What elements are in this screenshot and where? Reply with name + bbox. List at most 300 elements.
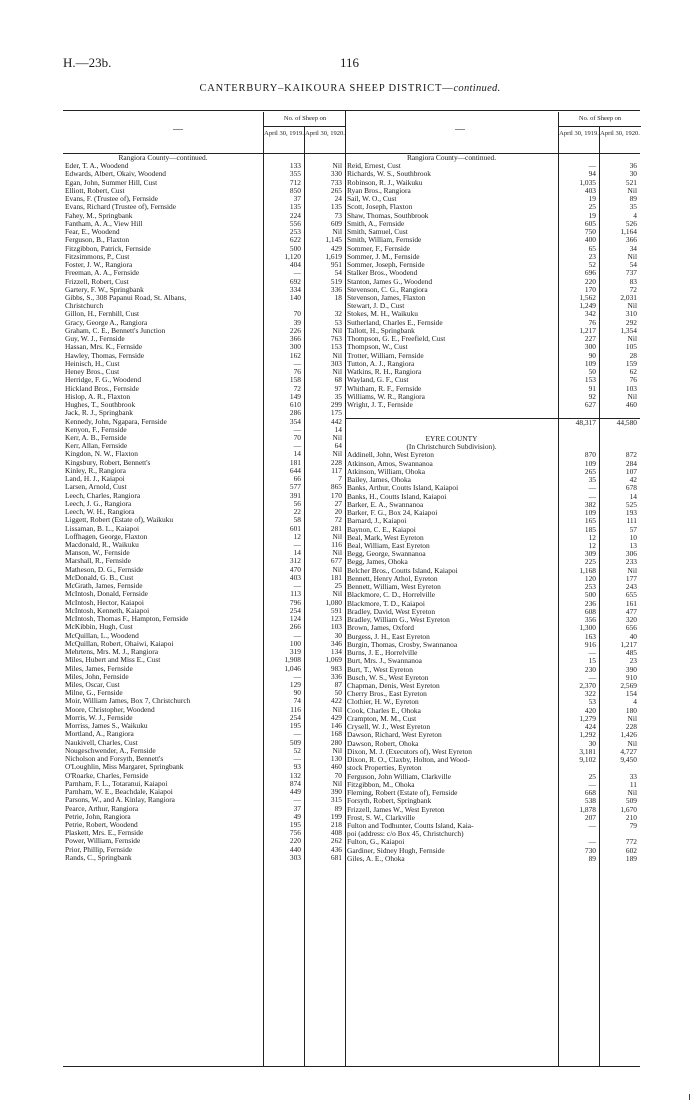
owner-name: Kinley, R., Rangiora [65,466,126,475]
sheep-1920-value: 2,569 [620,681,637,690]
sheep-1920-value: 233 [625,557,637,567]
owner-name: Brown, James, Oxford [347,624,414,633]
sheep-1919-value: — [293,441,301,451]
sheep-1919-value: 140 [289,292,301,302]
sheep-1920-value: 733 [330,177,342,187]
table-row [63,689,345,697]
sheep-1919-value: 226 [289,325,301,335]
owner-name: Smith, Samuel, Cust [347,228,408,237]
table-row [63,450,345,458]
owner-name: Parnham, F. L., Totaranui, Kaiapoi [65,779,168,788]
owner-name: Barker, F. G., Box 24, Kaiapoi [347,509,438,518]
sheep-1920-value: 72 [629,284,637,294]
owner-name: Land, H. J., Kaiapoi [65,475,125,484]
owner-name: Foster, J. W., Rangiora [65,261,133,270]
table-row [63,574,345,582]
sheep-1920-value: 681 [330,852,342,862]
sheep-1919-value: 286 [289,408,301,418]
sheep-1920-value: 7 [338,474,342,484]
owner-name: Ferguson, John William, Clarkville [347,772,451,781]
owner-name: Pearce, Arthur, Rangiora [65,804,139,813]
sheep-1920-value: 306 [625,549,637,559]
sheep-1919-value: 1,120 [284,251,301,261]
table-row [63,813,345,821]
owner-name: Addinell, John, West Eyreton [347,451,434,460]
sheep-1919-value: 153 [584,375,596,385]
owner-name: Nougeschwender, A., Fernside [65,746,156,755]
owner-name: Moore, Christopher, Woodend [65,705,155,714]
sheep-1919-value: 149 [289,391,301,401]
sheep-1920-value: 14 [629,491,637,501]
owner-name: stock Properties, Eyreton [347,764,422,773]
sheep-1920-value: 910 [625,672,637,682]
sheep-1919-value: 170 [584,284,596,294]
table-row [63,483,345,491]
sheep-1920-value: 1,670 [620,804,637,814]
sheep-1919-value: — [293,671,301,681]
owner-name: Atkinson, William, Ohoka [347,467,425,476]
right-rows [345,154,640,863]
sheep-1919-value: 449 [289,787,301,797]
owner-name: Dawson, Richard, West Eyreton [347,731,442,740]
sheep-1919-value: 1,035 [579,177,596,187]
year-1919-header: April 30, 1919. [263,127,304,153]
sheep-1919-value: 74 [293,696,301,706]
owner-name: Mehrtens, Mrs. M. J., Rangiora [65,648,158,657]
table-row [63,269,345,277]
sheep-1919-value: 356 [584,615,596,625]
owner-name: McIntosh, Hector, Kaiapoi [65,598,144,607]
owner-name: Macdonald, R., Waikuku [65,541,139,550]
sheep-1919-value: 1,249 [579,301,596,311]
sheep-1919-value: 9,102 [579,755,596,765]
owner-name: Stewart, J. D., Cust [347,302,405,311]
section-heading [63,154,345,162]
table-row [63,426,345,434]
owner-name: O'Roarke, Charles, Fernside [65,771,149,780]
sheep-1920-value: 460 [330,762,342,772]
sheep-1920-value: 57 [629,524,637,534]
sheep-1919-value: 253 [584,582,596,592]
owner-name: Cook, Charles E., Ohoka [347,706,421,715]
owner-name: Bennett, Henry Athol, Eyreton [347,574,438,583]
left-table [63,110,346,1067]
sheep-1920-value: 87 [334,680,342,689]
sheep-1919-value: 120 [584,573,596,583]
sheep-1920-value: 130 [330,754,342,764]
sheep-1920-value: 281 [330,523,342,533]
sheep-1919-value: 225 [584,557,596,567]
owner-name: Begg, George, Swannanoa [347,550,426,559]
owner-name: Leech, J. G., Rangiora [65,499,132,508]
owner-name: Power, William, Fernside [65,837,141,846]
table-row [63,212,345,220]
owner-name: Scott, Joseph, Flaxton [347,203,413,212]
sheep-1920-value: 390 [330,787,342,797]
owner-name: McQuillan, Robert, Ohaiwi, Kaiapoi [65,639,174,648]
table-row [63,203,345,211]
sheep-1920-value: 1,217 [620,639,637,649]
owner-name: Giles, A. E., Ohoka [347,854,405,863]
sheep-1920-value: 177 [625,573,637,583]
table-row [63,640,345,648]
table-row [63,566,345,574]
owner-name: Clothier, H. W., Eyreton [347,698,419,707]
sheep-1920-value: 509 [625,796,637,806]
sheep-1919-value: 14 [293,449,301,459]
owner-name: Jack, R. J., Springbank [65,409,133,418]
sheep-1919-value: — [293,424,301,434]
table-row [63,632,345,640]
sheep-1920-value: 117 [331,465,342,475]
sheep-1920-value: 4,727 [620,746,637,756]
table-row [63,788,345,796]
sheep-1920-value: 35 [629,202,637,212]
sheep-1920-value: 609 [330,218,342,228]
sheep-1920-value: 1,069 [325,655,342,665]
section-title: EYRE COUNTY [425,434,478,443]
sheep-1920-value: 170 [330,490,342,500]
sheep-1920-value: 1,354 [620,325,637,335]
owner-name: Ryan Bros., Rangiora [347,186,411,195]
owner-name: Crampton, M. M., Cust [347,714,417,723]
owner-name: Fahey, M., Springbank [65,211,133,220]
table-row [63,179,345,187]
sheep-1919-value: 610 [289,400,301,410]
owner-name: Miles, Oscar, Cust [65,681,120,689]
sheep-1919-value: 404 [289,260,301,270]
owner-name: Baynon, C. E., Kaiapoi [347,525,416,534]
sheep-1920-value: 68 [334,375,342,385]
owner-name: Gardiner, Sidney Hugh, Fernside [347,846,445,855]
sheep-1920-value: 366 [625,235,637,245]
sheep-1920-value: 1,164 [620,227,637,237]
sheep-1920-value: 27 [334,498,342,508]
sheep-1919-value: 109 [584,358,596,368]
right-table [345,110,640,1067]
sheep-1920-value: Nil [332,564,342,574]
owner-name: Kingsbury, Robert, Bennett's [65,458,151,467]
table-row [63,739,345,747]
table-row [63,623,345,631]
sheep-1920-value: Nil [332,227,342,237]
owner-name: Burgess, J. H., East Eyreton [347,632,430,641]
table-row [63,236,345,244]
owner-name: Williams, W. R., Rangiora [347,392,425,401]
sheep-1919-value: — [588,161,596,171]
title-main: CANTERBURY–KAIKOURA SHEEP DISTRICT— [199,83,454,94]
table-row [63,360,345,368]
sheep-1919-value: 124 [289,614,301,624]
sheep-1920-value: 25 [334,581,342,591]
owner-name: Naukivell, Charles, Cust [65,738,138,747]
sheep-1920-value: 243 [625,582,637,592]
sheep-1919-value: 500 [289,243,301,253]
table-row [63,549,345,557]
sheep-1920-value: 280 [330,737,342,747]
table-row [63,697,345,705]
sheep-1920-value: 346 [330,638,342,648]
sheep-1920-value: 602 [625,845,637,855]
sheep-1919-value: 163 [584,631,596,641]
sheep-1920-value: Nil [332,432,342,442]
sheep-1920-value: Nil [332,745,342,755]
left-table-header [63,111,345,154]
owner-name: Fitzgibbon, Patrick, Fernside [65,244,151,253]
sheep-1920-value: 1,145 [325,235,342,245]
owner-name: Thompson, G. E., Freefield, Cust [347,335,446,344]
sheep-1919-value: 355 [289,169,301,179]
sheep-1919-value: 1,878 [579,804,596,814]
sheep-1919-value: 3,181 [579,746,596,756]
sheep-1919-value: 19 [588,194,596,204]
owner-name: Bailey, James, Ohoka [347,476,411,485]
owner-name: Frost, S. W., Clarkville [347,813,415,822]
sheep-1920-value: 737 [625,268,637,278]
owner-name: Loffhagen, George, Flaxton [65,532,148,541]
owner-name: Gillon, H., Fernhill, Cust [65,310,140,319]
owner-name: Forsyth, Robert, Springbank [347,797,432,806]
sheep-1920-value: 105 [625,342,637,352]
table-row [63,261,345,269]
sheep-1919-value: 76 [293,367,301,377]
sheep-1920-value: 262 [330,836,342,846]
sheep-1920-value: Nil [627,788,637,798]
sheep-1919-value: 56 [293,498,301,508]
sheep-1919-value: 354 [289,416,301,426]
sheep-1920-value: 76 [629,375,637,385]
sheep-1919-value: — [293,729,301,739]
sheep-1919-value: 181 [289,457,301,467]
owner-name: Hawley, Thomas, Fernside [65,351,145,360]
table-row [63,821,345,829]
section-title: Rangiora County—continued. [406,154,497,162]
sheep-1919-value: 692 [289,276,301,286]
owner-name: Burns, J. E., Horrelville [347,649,418,658]
sheep-1920-value: Nil [627,738,637,748]
sheep-1919-value: 12 [588,532,596,542]
sheep-1920-value: 591 [330,605,342,615]
sheep-1919-value: 230 [584,664,596,674]
sheep-1919-value: 39 [293,317,301,327]
sheep-1919-value: 2,370 [579,681,596,690]
table-row [63,607,345,615]
sheep-1919-value: 220 [584,276,596,286]
table-row [63,475,345,483]
sheep-1919-value: 1,300 [579,623,596,633]
table-row [63,500,345,508]
sheep-1919-value: 12 [588,541,596,551]
sheep-1919-value: 266 [289,622,301,632]
sheep-1919-value: 65 [588,243,596,253]
sheep-1920-value: 2,031 [620,292,637,302]
sheep-1920-value: Nil [332,778,342,788]
sheep-1919-value: 15 [588,656,596,666]
table-row [63,393,345,401]
sheep-1920-value: Nil [332,704,342,714]
sheep-1919-value: 366 [289,334,301,344]
owner-name: Prior, Phillip, Fernside [65,845,133,854]
owner-name: Sutherland, Charles E., Fernside [347,318,443,327]
sheep-1919-value: 35 [588,475,596,485]
sheep-1920-value: 11 [629,779,637,789]
sheep-1919-value: 53 [588,697,596,707]
table-row [63,665,345,673]
sheep-1919-value: 312 [289,556,301,566]
sheep-1919-value: 52 [293,745,301,755]
owner-name: Manson, W., Fernside [65,549,130,558]
owner-name: Egan, John, Summer Hill, Cust [65,178,158,187]
owner-name: Leech, W. H., Rangiora [65,508,135,517]
sheep-1920-value: 36 [629,161,637,171]
table-row [63,286,345,294]
sheep-1920-value: 189 [625,853,637,863]
sheep-1920-value: 390 [625,664,637,674]
table-row [63,245,345,253]
sheep-1920-value: 40 [629,631,637,641]
sheep-1919-value: 668 [584,788,596,798]
owner-name: Barnard, J., Kaiapoi [347,517,407,526]
owner-name: Petrie, John, Rangiora [65,812,131,821]
owner-name: Hislop, A. R., Flaxton [65,392,131,401]
owner-name: Bradley, David, West Eyreton [347,607,436,616]
sheep-1920-value: 168 [330,729,342,739]
sheep-1919-value: 25 [588,771,596,781]
sheep-1920-value: 9,450 [620,755,637,765]
owner-name: McIntosh, Thomas F., Hampton, Fernside [65,615,189,624]
sheep-count-header: No. of Sheep on [263,112,346,127]
table-row [63,829,345,837]
owner-name: McQuillan, L., Woodend [65,631,139,640]
sheep-1919-value: — [588,672,596,682]
owner-name: Blackmore, T. D., Kaiapoi [347,599,425,608]
sheep-1920-value: 62 [629,367,637,377]
owner-name: Hickland Bros., Fernside [65,384,139,393]
sheep-1920-value: 159 [625,358,637,368]
owner-name: Guy, W. J., Fernside [65,335,125,344]
year-1919-header: April 30, 1919. [558,127,599,153]
owner-name: McGrath, James, Fernside [65,582,143,591]
sheep-1920-value: 161 [625,598,637,608]
sheep-1920-value: 175 [330,408,342,418]
sheep-1920-value: 218 [330,819,342,829]
sheep-1919-value: 538 [584,796,596,806]
sheep-1920-value: 83 [629,276,637,286]
sheep-1920-value: 656 [625,623,637,633]
sheep-1920-value: 1,619 [325,251,342,261]
table-row [63,335,345,343]
year-1920-header: April 30, 1920. [304,127,345,153]
sheep-1919-value: 94 [588,169,596,179]
sheep-1920-value: 521 [625,177,637,187]
sheep-1919-value: 1,908 [284,655,301,665]
sheep-1919-value: 870 [584,450,596,460]
owner-name: Blackmore, C. D., Horrelville [347,591,436,600]
sheep-1919-value: 470 [289,564,301,574]
table-row [63,327,345,335]
table-row [63,681,345,689]
table-row [63,434,345,442]
sheep-1920-value: Nil [332,367,342,377]
sheep-1919-value: 58 [293,515,301,525]
sheep-1919-value: 49 [293,811,301,821]
owner-name: Belcher Bros., Coutts Island, Kaiapoi [347,566,458,575]
owner-name: Marshall, R., Fernside [65,557,131,566]
sheep-1919-value: 236 [584,598,596,608]
owner-name: Fleming, Robert (Estate of), Fernside [347,789,458,798]
owner-name: Smith, William, Fernside [347,236,422,245]
table-row [63,557,345,565]
owner-name: McIntosh, Kenneth, Kaiapoi [65,606,150,615]
sheep-1920-value: 228 [330,457,342,467]
sheep-1919-value: — [293,630,301,640]
owner-name: Richards, W. S., Southbrook [347,170,431,179]
owner-name: Tallott, H., Springbank [347,326,415,335]
sheep-1919-value: 133 [289,161,301,171]
sheep-1919-value: 93 [293,762,301,772]
owner-name: Kennedy, John, Ngapara, Fernside [65,417,167,426]
sheep-1919-value: 227 [584,334,596,344]
section-heading [345,435,640,443]
sheep-1919-value: 577 [289,482,301,492]
table-row [63,730,345,738]
owner-name: Robinson, R. J., Waikuku [347,178,423,187]
table-row [63,310,345,318]
owner-name: Mortland, A., Rangiora [65,730,134,739]
owner-name: McDonald, G. B., Cust [65,573,134,582]
table-row [63,648,345,656]
sheep-1920-value: 655 [625,590,637,600]
sheep-1920-value: 772 [625,837,637,847]
sheep-1919-value: 750 [584,227,596,237]
owner-name: Eder, T. A., Woodend [65,162,129,171]
sheep-1920-value: 135 [330,202,342,212]
sheep-1920-value: 111 [626,516,637,526]
owner-name: Stanton, James G., Woodend [347,277,433,286]
sheep-1920-value: 408 [330,828,342,838]
sheep-1920-value: 18 [334,292,342,302]
owner-name: Miles, John, Fernside [65,672,129,681]
owner-name: McIntosh, Donald, Fernside [65,590,148,599]
sheep-1919-value: 874 [289,778,301,788]
sheep-1920-value: 154 [625,689,637,699]
sheep-1920-value: 50 [334,688,342,698]
table-row [345,409,640,417]
sheep-1920-value: 103 [625,383,637,393]
table-row [63,796,345,804]
sheep-1920-value: Nil [627,334,637,344]
table-row [63,302,345,310]
sheep-1919-value: 300 [584,342,596,352]
sheep-1919-value: — [293,540,301,550]
sheep-count-header: No. of Sheep on [558,112,641,127]
table-row [63,352,345,360]
sheep-1919-value: 129 [289,680,301,689]
right-table-header [345,111,640,154]
owner-name: Heney Bros., Cust [65,368,120,377]
sheep-1919-value: 303 [289,852,301,862]
sheep-1920-value: 10 [629,532,637,542]
owner-name: Bennett, William, West Eyreton [347,583,441,592]
table-row [63,187,345,195]
table-row [63,368,345,376]
owner-name: Dawson, Robert, Ohoka [347,739,419,748]
sheep-1919-value: — [293,358,301,368]
table-row [63,673,345,681]
owner-name: Leech, Charles, Rangiora [65,491,141,500]
table-row [63,418,345,426]
owner-name: O'Loughlin, Miss Margaret, Springbank [65,763,184,772]
